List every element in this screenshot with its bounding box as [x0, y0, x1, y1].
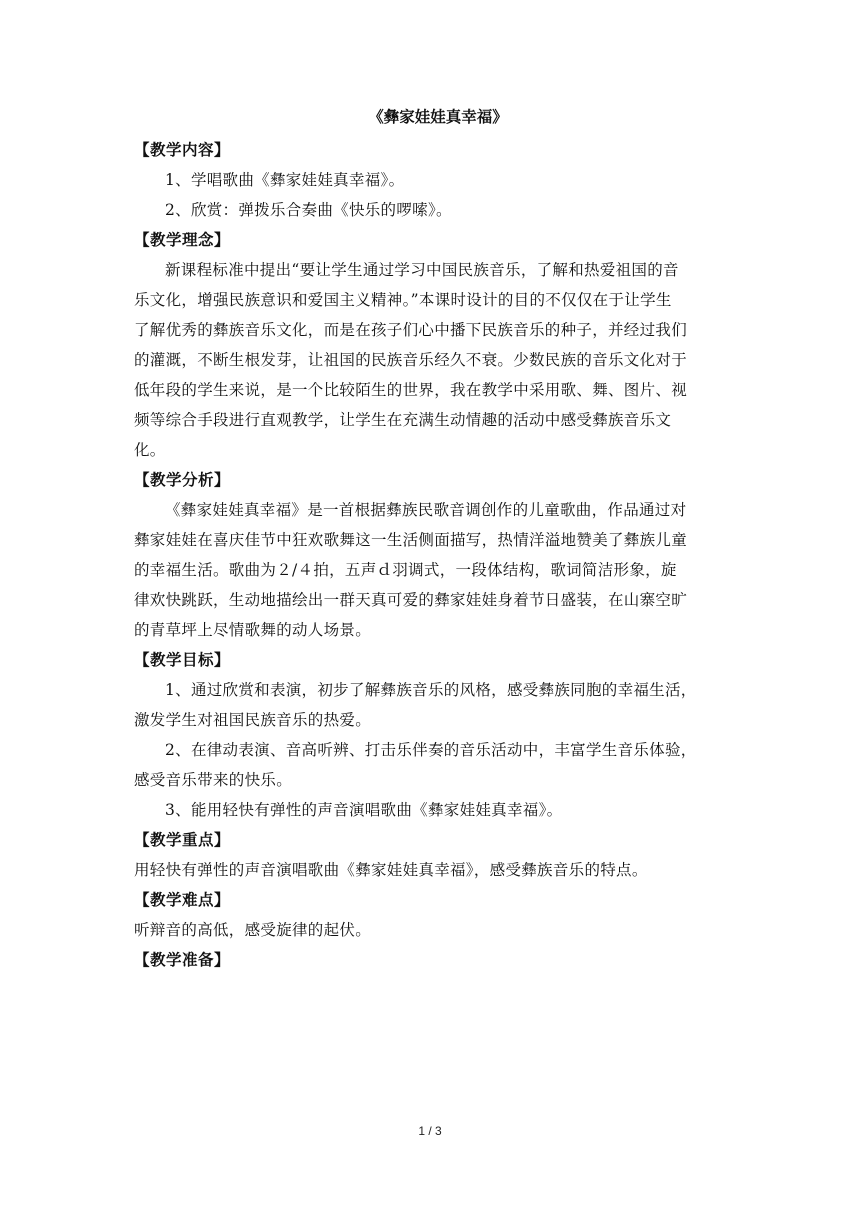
concept-line: 的灌溉，不断生根发芽，让祖国的民族音乐经久不衰。少数民族的音乐文化对于 — [134, 351, 688, 369]
goal-line: 感受音乐带来的快乐。 — [134, 771, 293, 789]
heading-teaching-difficulty: 【教学难点】 — [134, 890, 231, 909]
analysis-line: 律欢快跳跃，生动地描绘出一群天真可爱的彝家娃娃身着节日盛装，在山寨空旷 — [134, 591, 688, 609]
key-point-text: 用轻快有弹性的声音演唱歌曲《彝家娃娃真幸福》，感受彝族音乐的特点。 — [134, 861, 648, 879]
concept-line: 频等综合手段进行直观教学，让学生在充满生动情趣的活动中感受彝族音乐文 — [134, 411, 672, 429]
analysis-line: 《彝家娃娃真幸福》是一首根据彝族民歌音调创作的儿童歌曲，作品通过对 — [165, 501, 687, 519]
document-title: 《彝家娃娃真幸福》 — [368, 107, 508, 126]
difficulty-text: 听辩音的高低，感受旋律的起伏。 — [134, 921, 372, 939]
heading-teaching-content: 【教学内容】 — [134, 140, 231, 159]
concept-line: 乐文化，增强民族意识和爱国主义精神。”本课时设计的目的不仅仅在于让学生 — [134, 291, 672, 309]
goal-line: 3、能用轻快有弹性的声音演唱歌曲《彝家娃娃真幸福》。 — [165, 801, 563, 819]
goal-line: 1、通过欣赏和表演，初步了解彝族音乐的风格，感受彝族同胞的幸福生活， — [165, 681, 697, 699]
page-number: 1 / 3 — [418, 1124, 442, 1138]
heading-teaching-preparation: 【教学准备】 — [134, 950, 231, 969]
document-body — [134, 99, 734, 975]
concept-line: 了解优秀的彝族音乐文化，而是在孩子们心中播下民族音乐的种子，并经过我们 — [134, 321, 688, 339]
content-item: 2、欣赏：弹拨乐合奏曲《快乐的啰嗦》。 — [165, 201, 452, 219]
heading-teaching-concept: 【教学理念】 — [134, 230, 231, 249]
analysis-line: 彝家娃娃在喜庆佳节中狂欢歌舞这一生活侧面描写，热情洋溢地赞美了彝族儿童 — [134, 531, 688, 549]
goal-line: 2、在律动表演、音高听辨、打击乐伴奏的音乐活动中，丰富学生音乐体验， — [165, 741, 697, 759]
concept-line: 新课程标准中提出“要让学生通过学习中国民族音乐，了解和热爱祖国的音 — [165, 261, 679, 279]
heading-teaching-goals: 【教学目标】 — [134, 650, 231, 669]
heading-teaching-analysis: 【教学分析】 — [134, 470, 231, 489]
content-item: 1、学唱歌曲《彝家娃娃真幸福》。 — [165, 171, 405, 189]
heading-teaching-key-points: 【教学重点】 — [134, 830, 231, 849]
analysis-line: 的青草坪上尽情歌舞的动人场景。 — [134, 621, 372, 639]
analysis-line: 的幸福生活。歌曲为２/４拍，五声ｄ羽调式，一段体结构，歌词简洁形象，旋 — [134, 561, 677, 579]
concept-line: 低年段的学生来说，是一个比较陌生的世界，我在教学中采用歌、舞、图片、视 — [134, 381, 688, 399]
concept-line: 化。 — [134, 441, 166, 459]
goal-line: 激发学生对祖国民族音乐的热爱。 — [134, 711, 372, 729]
